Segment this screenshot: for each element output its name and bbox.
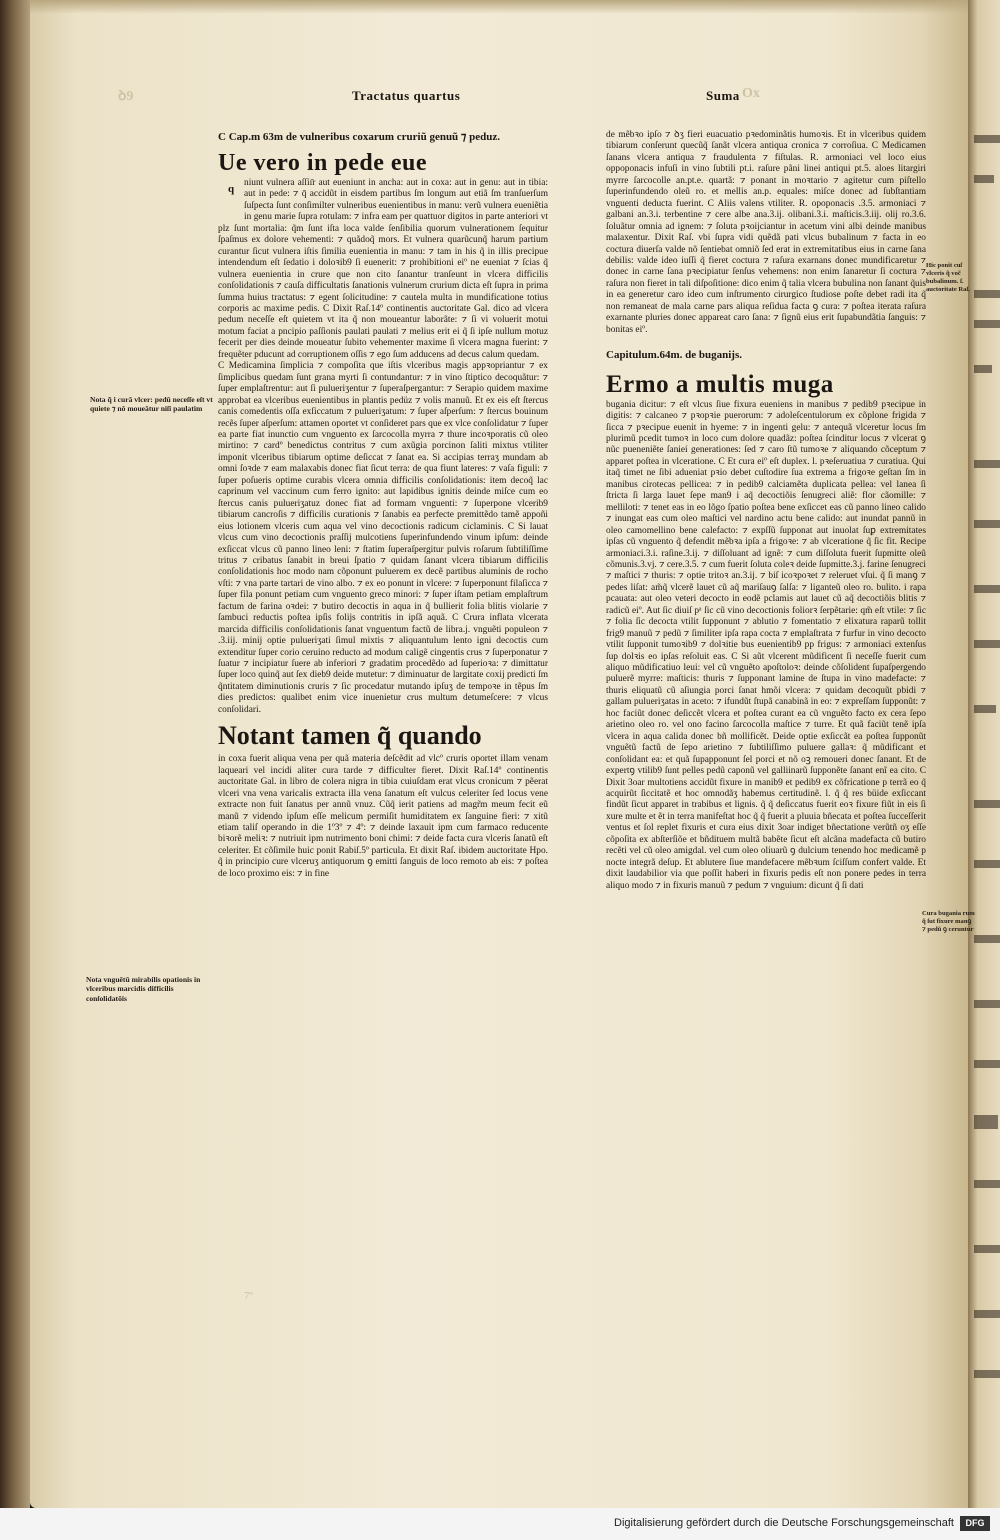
bleed-through-text: ꝺ9 xyxy=(118,89,134,104)
book-binding xyxy=(0,0,30,1510)
left-text-column xyxy=(218,130,548,880)
paragraph: in coxa fuerit aliqua vena per quã materia deſcẽdit ad vlcº cruris oportet illam venam laqueari vel incidi aliter cura tarde ⁊ difficulter fieret. Dixit Raſ.14º continentis auctoritate Gal. in libro de colera nigra in tibia cuiuſdam erat vlcus cronicum ⁊ pẽerat vlceri vna vena varicalis extracta illa vena ſanatum eſt vulcus celeriter ſed locus vene extracte non fuit ſanatus per annũ vnuz. Cũq̃ ierit patiens ad magr̃m meum fecit eũ manũ ⁊ videndo ipſum eſſe melicum permiſit humiditatem ex ſanguine fieri: ⁊ xitũ etiam taliſ operando in die 1º3º ⁊ 4º: ⁊ deinde laxauit ipm cum farmaco reducente biꝛorẽ meliꝛ: ⁊ nutriuit ipm nutrimento boni chimi: ⁊ deide facta cura vlceris ſanatũ eſt celeriter. Et cõſimile huic ponit Rabiſ.5º particula. Et dixit Raſ. ibidem auctoritate Hpo. q̃ in principio cure vlceruʒ antiquorum ꝯ emitti ſanguis de loco remoto ab eis: ⁊ poſtea de loco proximo eis: ⁊ in fine xyxy=(218,754,548,879)
paragraph: niunt vulnera aſſiı̄r aut eueniunt in ancha: aut in coxa: aut in genu: aut in tibia: aut in pede: ⁊ q̄ accidũt in eisdem partibus ſm longum aut etiã ſm tranſuerſum ſuſpecta ſunt conſimilter vulneribus euenientibus in manu: verũ vulnera eueniẽtia in genu marie ſupra rotulam: ⁊ infra eam per quattuor digitos in parte anteriori vt plz ſunt mortalia: q̃m ſunt iſta loca valde ſenſibilia quorum vulnerationem ſequitur ſpaſmus ex dolore vehementi: ⁊ quãdoq̃ mors. Et vulnera quarũcunq̃ harum partium curantur ſicut vulnera iſtis ſimilia euenientia in manu: ⁊ tam in his q̃ in illis precipue intendendum eſt ſedatio i doloꝛib9 ſi euenerit: ⁊ prohibitioni eiº ne eueniat ⁊ ſcias q̃ vulnera euenientia in crure que non cito ſanantur tranſeunt in vlcera difficilis conſolidationis ⁊ cauſa difficultatis ſanationis vulnerum crurium dicta eſt ſupra in prima ſumma huius tractatus: ⁊ egent ſolicitudine: ⁊ cautela multa in mundificatione totius corporis ac maxime pedis. C Dixit Raſ.14º continentis auctoritate Gal. dico ad vlcera pedum neceſſe eſt quietem vt ita q̃ non moueantur laborãte: ⁊ ſi vi voluerit motui motum faciat a pncipio paſſionis paulati paulati ⁊ melius erit ei q̃ ſi ipſe nullum motuz fecerit per dies deinde moueatur ſubito vehementer maxime ſi vlcera magna fuerint: ⁊ frequẽter pducunt ad corruptionem oſſis ⁊ ego ſum adducens ad decus calum quedam. xyxy=(218,178,548,360)
initial-letter: q xyxy=(227,183,235,195)
paragraph: de mẽbꝛo ipſo ⁊ ꝺʒ fieri euacuatio pꝛedominãtis humoꝛis. Et in vlceribus quidem tibiarum conſerunt quecũq̃ ſanãt vlcera antiqua cronica ⁊ corroſiua. C Medicamen ſanans vlcera antiqua ⁊ fraudulenta ⁊ fiſtulas. R. armoniaci vel loco eius oppoponacis infuſi in vino ſubtili pt.i. raſure pãni linei antiqui pt.5. aloes litargiri myrre ſarcocolle an.pt.e. quartã: ⁊ ponant in moꝛtario ⁊ agitetur cum piſtello ſuperinfundendo oleũ ro. et mellis an.p. equales: miſce donec ad ſubſtantiam vnguenti deducta fuerint. C Aliis valens vtiliter. R. opoponacis .3.5. armoniaci ⁊ galbani an.3.i. terbentine ⁊ cere albe ana.3.ij. olibani.3.i. maſticis.3.iij. olij ro.3.6. ſoluãtur omnia ad ignem: ⁊ ſoluta pꝛoijciantur in acetum vini albi deinde manibus malaxentur. Dixit Raſ. vbi ſupra vidi quẽdã pati vlcus bubalinum ⁊ facta in eo coctura diuerſa valde nõ ſentiebat omniõ ſed erat in extremitatibus eius in carne ſana debilis: valde ideo iuſſi q̃ fieret coctura ⁊ raſura exarnans donec mundificaretur ⁊ donec in carne ſana pꝛecipiatur ſenſus vehemens: non enim ſanaretur ſi coctura ⁊ raſura non fieret in tali diſpoſitione: dico enim q̃ talia vlcera bubulina non ſanant q̃uis in ea generetur caro ideo cum inſtrumento cirurgico ſtudiose poſte debet radi ita q̃ non remaneat de mala carne pars aliqua reſidua facta ꝯ cura: ⁊ poſtea iterata raſura exarnante pluries donec appareat caro ſana: ⁊ ſignũ eius erit ſupabundãtia ſanguis: ⁊ bonitas eiº. xyxy=(606,130,926,335)
margin-note: Nota vnguẽtũ mirabilis opationis in vlceribus marcidis difficilis conſolidatõis xyxy=(86,975,201,1003)
chapter-heading-63: C Cap.m 63m de vulneribus coxarum cruriũ genuũ ⁊ peduz. xyxy=(218,131,501,143)
chapter-heading-64: Capitulum.64m. de buganijs. xyxy=(606,349,743,362)
paragraph: C Medicamina ſimplicia ⁊ compoſita que iſtis vlceribus magis appꝛopriantur ⁊ ex ſimplicibus quedam ſunt grana myrti ſi contundantur: ⁊ in vino ſtiptico decoquãtur: ⁊ ſuper emplaſtrentur: aut ſi pulueriʒentur ⁊ ſuperaſpergantur: ⁊ Serapio quidem maxime approbat ea vlceribus euenientibus in plantis pedüz ⁊ volis manuũ. Et ex eis eſt ſtercus canis comedentis oſſa exſiccatum ⁊ pulueriʒatum: ⁊ ſuper aſperſum: ⁊ ſtercus bouinum recẽs ſuper aſperſum: attamen oportet vt conſideret pars que ex vlce conſolidatur ⁊ ſuper ea parte fiat inunctio cum vnguento ex ſarcocolla myrra ⁊ thure incoꝛporatis cũ oleo mirtino: ⁊ cardº benedictus contritus ⁊ cum axũgia porcinon ſaliti mixtus vtiliter imponit vlceribus tibiarum optime deſiccat ⁊ ſanat ea. Si accipias terraʒ mundam ab omni ſoꝛde ⁊ eam malaxabis donec fiat ſicut terra: de qua fiunt lateres: ⁊ vaſa figuli: ⁊ ſuper poſueris optime curabis vlcera omnia difficilis conſolidationis: item decoq̃ lac caprinum vel vaccinum cum ferro ignito: aut lapidibus ignitis deinde miſce cum eo ſtercus canis pulueriʒatuz donec fiat ad formam vnguenti: ⁊ ſuperpone vlcerib9 tibiarum cancroſis ⁊ difficilis curationis ⁊ ſanabis ea perfecte premittẽdo tamẽ appoñi eius lotionem vlceris cum aqua vel vino decoctionis radicum ciclaminis. C Si lauat vlcus cum vino decoctionis praſſij mulcotiens ſuperinfundendo vinum ipſum: deinde exſiccat vlcus cũ panno lineo leni: ⁊ ſtatim ſuperaſpergitur pulvis roſarum ſubtiliſſime tritus ⁊ cribatus ſanabit in breui ſpatio ⁊ quidam ſanant vlcera tibiarum difficilis conſolidationis hoc modo nam cõponunt puluerem ex decẽ partibus aluminis de rocho vſti: ⁊ vna parte tartari de vino albo. ⁊ ex eo ponunt in vlcere: ⁊ ſuperponunt filaſicca ⁊ ſuper fila ponunt petiam cum vnguento greco minori: ⁊ ſuper iſtam petiam emplaſtrum factum de farina oꝛdei: ⁊ butiro decoctis in aqua in q̃ bullierit folia blitis violarie ⁊ ſambuci reductis poſtea ipſis folijs contritis in ipſã aquã. C Crura inflata vlcerata marcida difficilis conſolidationis ſanat vnguentum factũ de libra.j. vnguẽti populeon ⁊ .3.iij. minij optie pulueriʒati ſimul mixtis ⁊ aliquantulum lento igni decoctis cum extenditur ſuper corio ceruino reducto ad modum caligẽ cingentis crus ⁊ ſuperponatur ⁊ ſuatur ⁊ incipiatur ſuere ab inferiori ⁊ gradatim procedẽdo ad ſuperioꝛa: ⁊ dimittatur ſuper loco quinq̃ aut ſex dieb9 deide mutetur: ⁊ diminuatur de largitate coxij predicti ſm q̃ntitatem diminutionis cruris ⁊ ſic procedatur mutando ipſuʒ de tempoꝛe in tẽpus ſm dies predictos: qualibet enim vice inuenietur crus multum detumeſcere: ⁊ vlcus conſolidari. xyxy=(218,361,548,715)
facing-page-edge xyxy=(968,0,1000,1508)
margin-note: Hic ponit cuſ vlceris q̃ voc̃ bubalinum. ſ. auctoritate Raſ. xyxy=(926,262,970,293)
funding-credit: Digitalisierung gefördert durch die Deutsche Forschungsgemeinschaft xyxy=(614,1517,954,1529)
margin-note: Nota q̃ i curã vlcer: pedũ neceſſe eſt vt quiete ⁊ nõ moueãtur niſi paulatim xyxy=(90,395,213,414)
running-head-right: Suma xyxy=(706,88,740,103)
running-head-left: Tractatus quartus xyxy=(352,88,461,103)
bleed-through-page-number: 7º xyxy=(244,1290,253,1302)
dfg-logo: DFG xyxy=(960,1516,990,1531)
page-top-shadow xyxy=(30,0,968,14)
right-text-column xyxy=(606,130,926,892)
margin-note: Cura bugania rum q̃ ſut fixure manꝯ ⁊ pedũ ꝯ ceruntur xyxy=(922,910,975,933)
chapter-opening-line: Ermo a multis muga xyxy=(606,370,834,398)
digitization-footer xyxy=(0,1508,1000,1540)
section-opening-line: Notant tamen q̃ quando xyxy=(218,721,482,751)
chapter-opening-line: Ue vero in pede eue xyxy=(218,150,428,176)
paragraph: bugania dicitur: ⁊ eſt vlcus ſiue fixura eueniens in manibus ⁊ pedib9 pꝛecipue in digitis: ⁊ calcaneo ⁊ pꝛopꝛie puerorum: ⁊ adoleſcentulorum ex cõplone frigida ⁊ ſicca ⁊ pꝛecipue euenit in hyeme: ⁊ in ingenti gelu: ⁊ antequã vlceretur locus ſm plurimũ pcedit tumoꝛ in loco cum dolore quadãz: poſtea ſcinditur locus ⁊ vlcerat ꝯ nũc pueneniẽte ſanieí generationes: ſed ⁊ caro ſtũ tumoꝛe ⁊ aliquando cõceptum ⁊ apparet poſtea in vlceratione. C Et cura eiº eſt duplex. l. pꝛeſeruatiua ⁊ curatiua. Qui itaq̃ timet ne ſibi adueniat pꝛio debet cuſtodire ſua extrema a frigoꝛe geſtan ſm in manibus cirotecas pellicea: ⁊ in pedib9 calciamẽta duplicata pellea: vel lanea ſi ſtricta ſi larga lauet ſepe man9 i aq̃ decoctiõis ſenugreci aliẽ: flor cãomille: ⁊ melliloti: ⁊ tenet eas in eo lõgo ſpatio poſtea bene exſiccet eas cũ panno lineo calido ⁊ inungat eas cum oleo maſtici vel nardino actu bene calido: aut inundat pannũ in oleo camomellino bene calefacto: ⁊ expſſũ ſupponat aut inuolat ſuꝑ extremitates ipſas cũ vnguento q̃ defendit mẽbꝛa ipſa a frigoꝛe: ⁊ ab vlceratione q̃ ſic fit. Recipe armoniaci.3.i. raſine.3.ij. ⁊ diſſoluant ad ignẽ: ⁊ cum diſſoluta fuerit ſupmitte oleũ cõmunis.3.vj. ⁊ cere.3.5. ⁊ cum fuerit ſoluta coleꝛ deide ſupmitte.3.j. farine ſenugreci ⁊ maſtici ⁊ thuris: ⁊ optie tritoꝛ an.3.ij. ⁊ biſ icoꝛpoꝛet ⁊ releruet vſui. q̃ ſi manꝯ ⁊ pedes liſat: am̃q̃ vlcerẽ lauet cũ aq̃ mariſauꝯ ſalſa: ⁊ liganteũ oleo ro. bulito. i rapa pcauata: aut oleo veteri decocto in eodẽ pclamis aut lauet cũ aq̃ decoctiõis blitis ⁊ radicũ eiº. Aut ſic diuiſ pᵃ ſic cũ vino decoctionis foliorꝛ ſerpẽtarie: qm̃ eſt vtile: ⁊ ſic ⁊ folia ſic decocta vtilit ſupponunt ⁊ ablutio ⁊ fomentatio ⁊ elixatura raparũ tollit frig9 manuũ ⁊ pedũ ⁊ ſimiliter ipſa rapa cocta ⁊ emplaſtrata ⁊ furfur in vino decocto vtilit ſupponit tumoꝛib9 ⁊ dolꝛitie bus euenientib9 pp frigus: ⁊ armoniaci extenſus ſup dolꝛis eo ipſas reſoluit eas. C Si aũt vlcerent mũdificent ſi neceſſe fuerit cum aliquo mũdificatiuo leui: vel cũ vnguẽto apoſtoloꝛ: deinde cõſolident ſupaſpergendo puluerẽ myrre: maſticis: thuris ⁊ ſupponant lamine de ſtupa in vino madefacte: ⁊ thuris eliquatũ cũ aſiungia porci ſanat hmõi vlcera: ⁊ quidam decoquũt pbidi ⁊ gallam pulueriʒatas in aceto: ⁊ ifundũt ſtupã canabinã in eo: ⁊ expreſſam ſupponũt: ⁊ hoc faciũt donec deſiccẽt vlcera et poſtea curant ea cũ vnguẽto facto ex cera ſepo arietino oleo ro. vel ono facino ſarcocolla maſtice ⁊ turre. Et quã faciũt tenẽ ipſa vlcera in aqua calida donec bñ mollificẽt. Deide optie exſiccãt ea poſtea ſupponũt vnguẽtũ factũ de ſepo arietino ⁊ ſubtiliſſimo puluere gallaꝛ: q̃ mũdificant et conſolidant ea: et quã ſupapponunt ſel porci et nõ oꝫ remoueri donec ſanant. Et de expertꝯ vtilib9 ſunt pelles pedũ caponũ vel galliinarũ ſupponẽte ſanant enĩ ea cito. C Dixit 3oar multotiens accidũt fixure in manib9 et pedib9 ex cõfricatione p terrã eo q̃ acquirũt ſiccitatẽ et hoc omnodãʒ habemus certitudinẽ. l. q̃ q̃ res büide exſiccant findũt ſicut apparet in trabibus et lignis. q̃ q̃ deſiccatus fuerit eoꝛ fixure fiũt in eis ſi xure multe et ẽt in terra manifeſtat hoc q̃ q̃ fuerit a pluuia bñecata et poſtea ſucceſſerit ventus et ſol replet fixuris et cura eius dixit 3oar indiget bñectatione verũtñ oʒ eſſe cõpoſita ex abſterſiõe et bñdituem multã babẽte ſicut eſt alcãna madefacta cũ butiro recẽti vel cũ oleo amigdal. vel cum oleo oliuarũ ꝯ dulcium tenendo hoc medicamẽ p nocte integrã deſup. Et ablutere ſiue mandefacere mẽbꝛum ſciſſum confert valde. Et dixit laudabilior via que poſſit haberi in fixuris pedis eſt non ponere pedes in terra aliquo modo ⁊ in fixuris manuũ ⁊ pedum ⁊ vnguium: dicunt q̃ ſi dati xyxy=(606,399,926,891)
bleed-through-text: Ox xyxy=(742,86,760,101)
